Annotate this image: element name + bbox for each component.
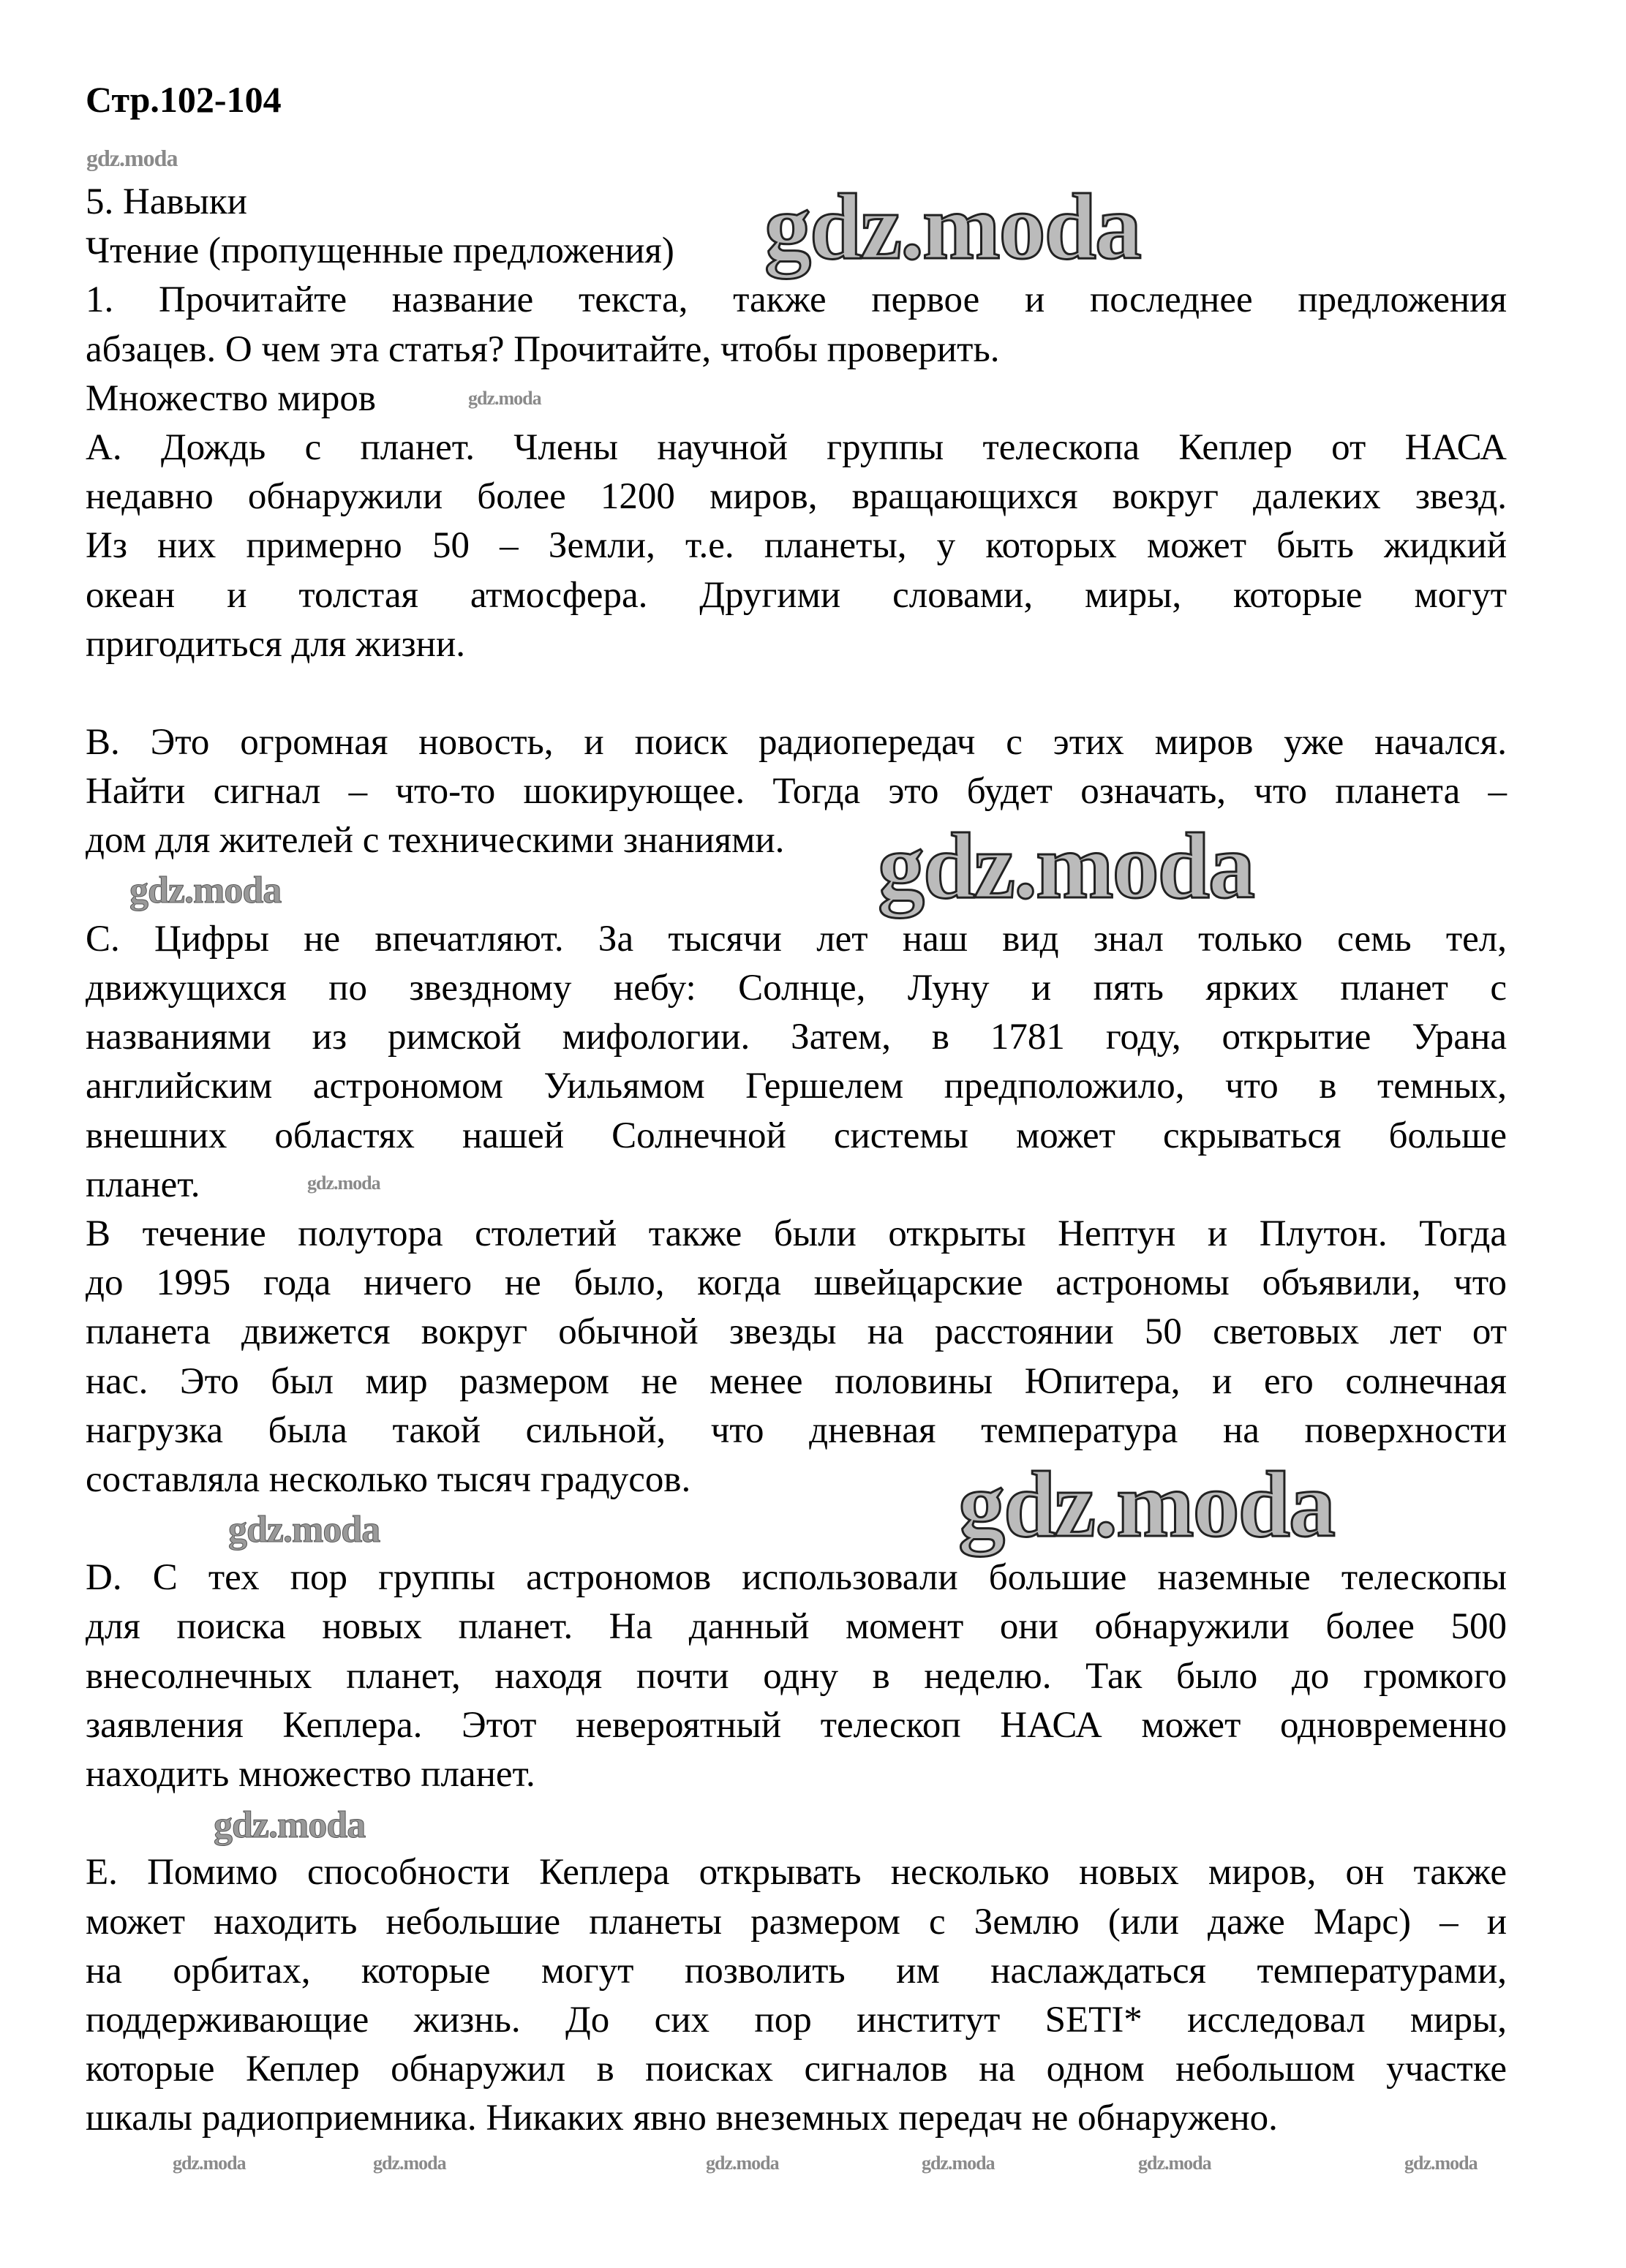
watermark: gdz.moda	[86, 145, 178, 171]
watermark: gdz.moda	[307, 1172, 380, 1194]
watermark: gdz.moda	[764, 175, 1140, 279]
paragraph-c: C. Цифры не впечатляют. За тысячи лет наш вид знал только семь тел, движущихся по звездному небу: Солнце, Луну и пять ярких планет с названиями из римской мифологии. Затем, в 1781 году, открытие Урана английским астрономом Уильямом Гершелем предположило, что в темных, внешних областях нашей Солнечной системы может скрываться больше планет.	[86, 918, 1507, 1205]
watermark: gdz.moda	[129, 870, 282, 911]
watermark: gdz.moda	[706, 2152, 779, 2174]
section-heading: 5. Навыки	[86, 181, 247, 222]
page-title: Стр.102-104	[86, 79, 282, 120]
document-body	[86, 175, 1507, 2144]
subsection-heading: Чтение (пропущенные предложения)	[86, 230, 674, 272]
watermark: gdz.moda	[373, 2152, 446, 2174]
watermark: gdz.moda	[468, 388, 541, 409]
paragraph-e: E. Помимо способности Кеплера открывать несколько новых миров, он также может находить небольшие планеты размером с Землю (или даже Марс) – и на орбитах, которые могут позволить им наслаждаться температурами, поддерживающие жизнь. До сих пор институт SETI* исследовал миры, которые Кеплер обнаружил в поисках сигналов на одном небольшом участке шкалы радиоприемника. Никаких явно внеземных передач не обнаружено.	[86, 1852, 1507, 2139]
watermark: gdz.moda	[173, 2152, 246, 2174]
watermark: gdz.moda	[1404, 2152, 1478, 2174]
watermark: gdz.moda	[214, 1804, 366, 1846]
article-title: Множество миров	[86, 377, 376, 419]
watermark: gdz.moda	[878, 814, 1254, 918]
task-instruction: 1. Прочитайте название текста, также первое и последнее предложения абзацев. О чем эта статья? Прочитайте, чтобы проверить.	[86, 279, 1507, 370]
watermark: gdz.moda	[922, 2152, 995, 2174]
paragraph-d: D. С тех пор группы астрономов использовали большие наземные телескопы для поиска новых планет. На данный момент они обнаружили более 500 внесолнечных планет, находя почти одну в неделю. Так было до громкого заявления Кеплера. Этот невероятный телескоп НАСА может одновременно находить множество планет.	[86, 1557, 1507, 1795]
paragraph-a: A. Дождь с планет. Члены научной группы телескопа Кеплер от НАСА недавно обнаружили более 1200 миров, вращающихся вокруг далеких звезд. Из них примерно 50 – Земли, т.е. планеты, у которых может быть жидкий океан и толстая атмосфера. Другими словами, миры, которые могут пригодиться для жизни.	[86, 426, 1507, 665]
watermark: gdz.moda	[1138, 2152, 1211, 2174]
paragraph-c-continued: В течение полутора столетий также были открыты Нептун и Плутон. Тогда до 1995 года ничего не было, когда швейцарские астрономы объявили, что планета движется вокруг обычной звезды на расстоянии 50 световых лет от нас. Это был мир размером не менее половины Юпитера, и его солнечная нагрузка была такой сильной, что дневная температура на поверхности составляла несколько тысяч градусов.	[86, 1213, 1507, 1500]
watermark: gdz.moda	[228, 1509, 380, 1551]
paragraph-b: B. Это огромная новость, и поиск радиопередач с этих миров уже начался. Найти сигнал – что-то шокирующее. Тогда это будет означать, что планета – дом для жителей с техническими знаниями.	[86, 722, 1507, 862]
watermark: gdz.moda	[958, 1453, 1334, 1556]
